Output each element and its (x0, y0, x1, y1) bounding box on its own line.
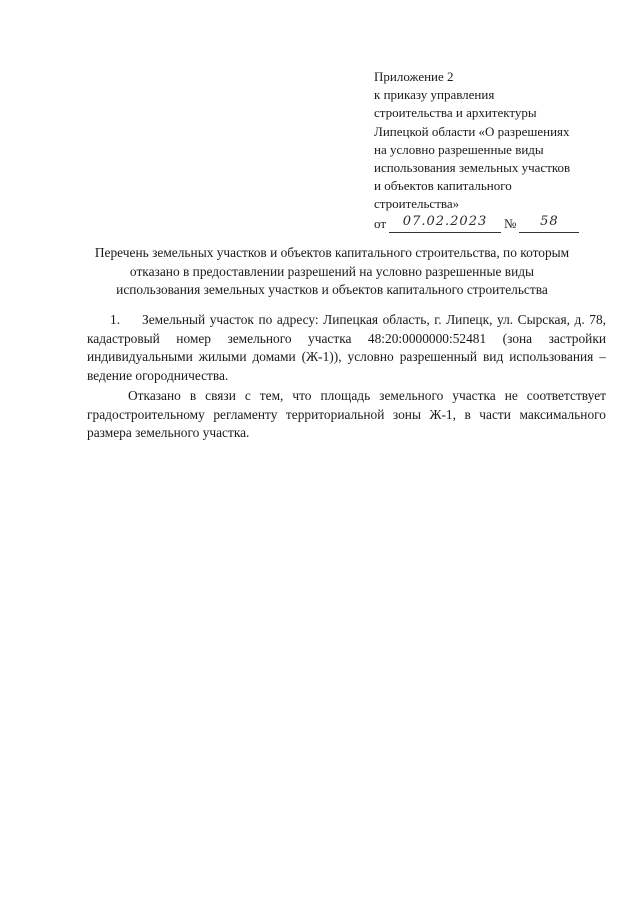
annex-title: Приложение 2 (374, 69, 454, 84)
annex-header (374, 68, 624, 233)
number-blank (519, 213, 579, 233)
item-text-first: Земельный участок по адресу: Липецкая область, г. Липецк, ул. Сырская, (142, 312, 570, 327)
refusal-reason: Отказано в связи с тем, что площадь земельного участка не соответствует градостроительному регламенту территориальной зоны Ж-1, в части максимального размера земельного участка. (87, 388, 606, 440)
handwritten-number: 58 (540, 213, 559, 229)
item-text-rest: д. 78, кадастровый номер земельного участка 48:20:0000000:52481 (зона застройки индивидуальными жилыми домами (Ж-1)), условно разрешенный вид использования – ведение огородничества. (87, 312, 606, 383)
order-date-number (374, 215, 624, 233)
document-title (52, 244, 612, 300)
item-list (87, 311, 606, 443)
date-prefix: от (374, 215, 387, 231)
item-number: 1. (110, 312, 121, 327)
date-blank (389, 213, 501, 233)
annex-line: Липецкой области «О разрешениях (374, 123, 570, 139)
annex-line: и объектов капитального (374, 178, 512, 194)
title-line: использования земельных участков и объектов капитального строительства (116, 282, 548, 297)
list-item (87, 311, 606, 385)
annex-line: строительства и архитектуры (374, 105, 537, 121)
number-prefix: № (504, 215, 517, 231)
handwritten-date: 07.02.2023 (402, 213, 488, 229)
title-line: Перечень земельных участков и объектов капитального строительства, по которым (94, 245, 570, 260)
annex-line: на условно разрешенные виды (374, 141, 544, 157)
annex-line: строительства» (374, 196, 460, 212)
annex-line: к приказу управления (374, 87, 495, 103)
title-line: отказано в предоставлении разрешений на условно разрешенные виды (129, 263, 535, 279)
annex-line: использования земельных участков (374, 160, 571, 176)
